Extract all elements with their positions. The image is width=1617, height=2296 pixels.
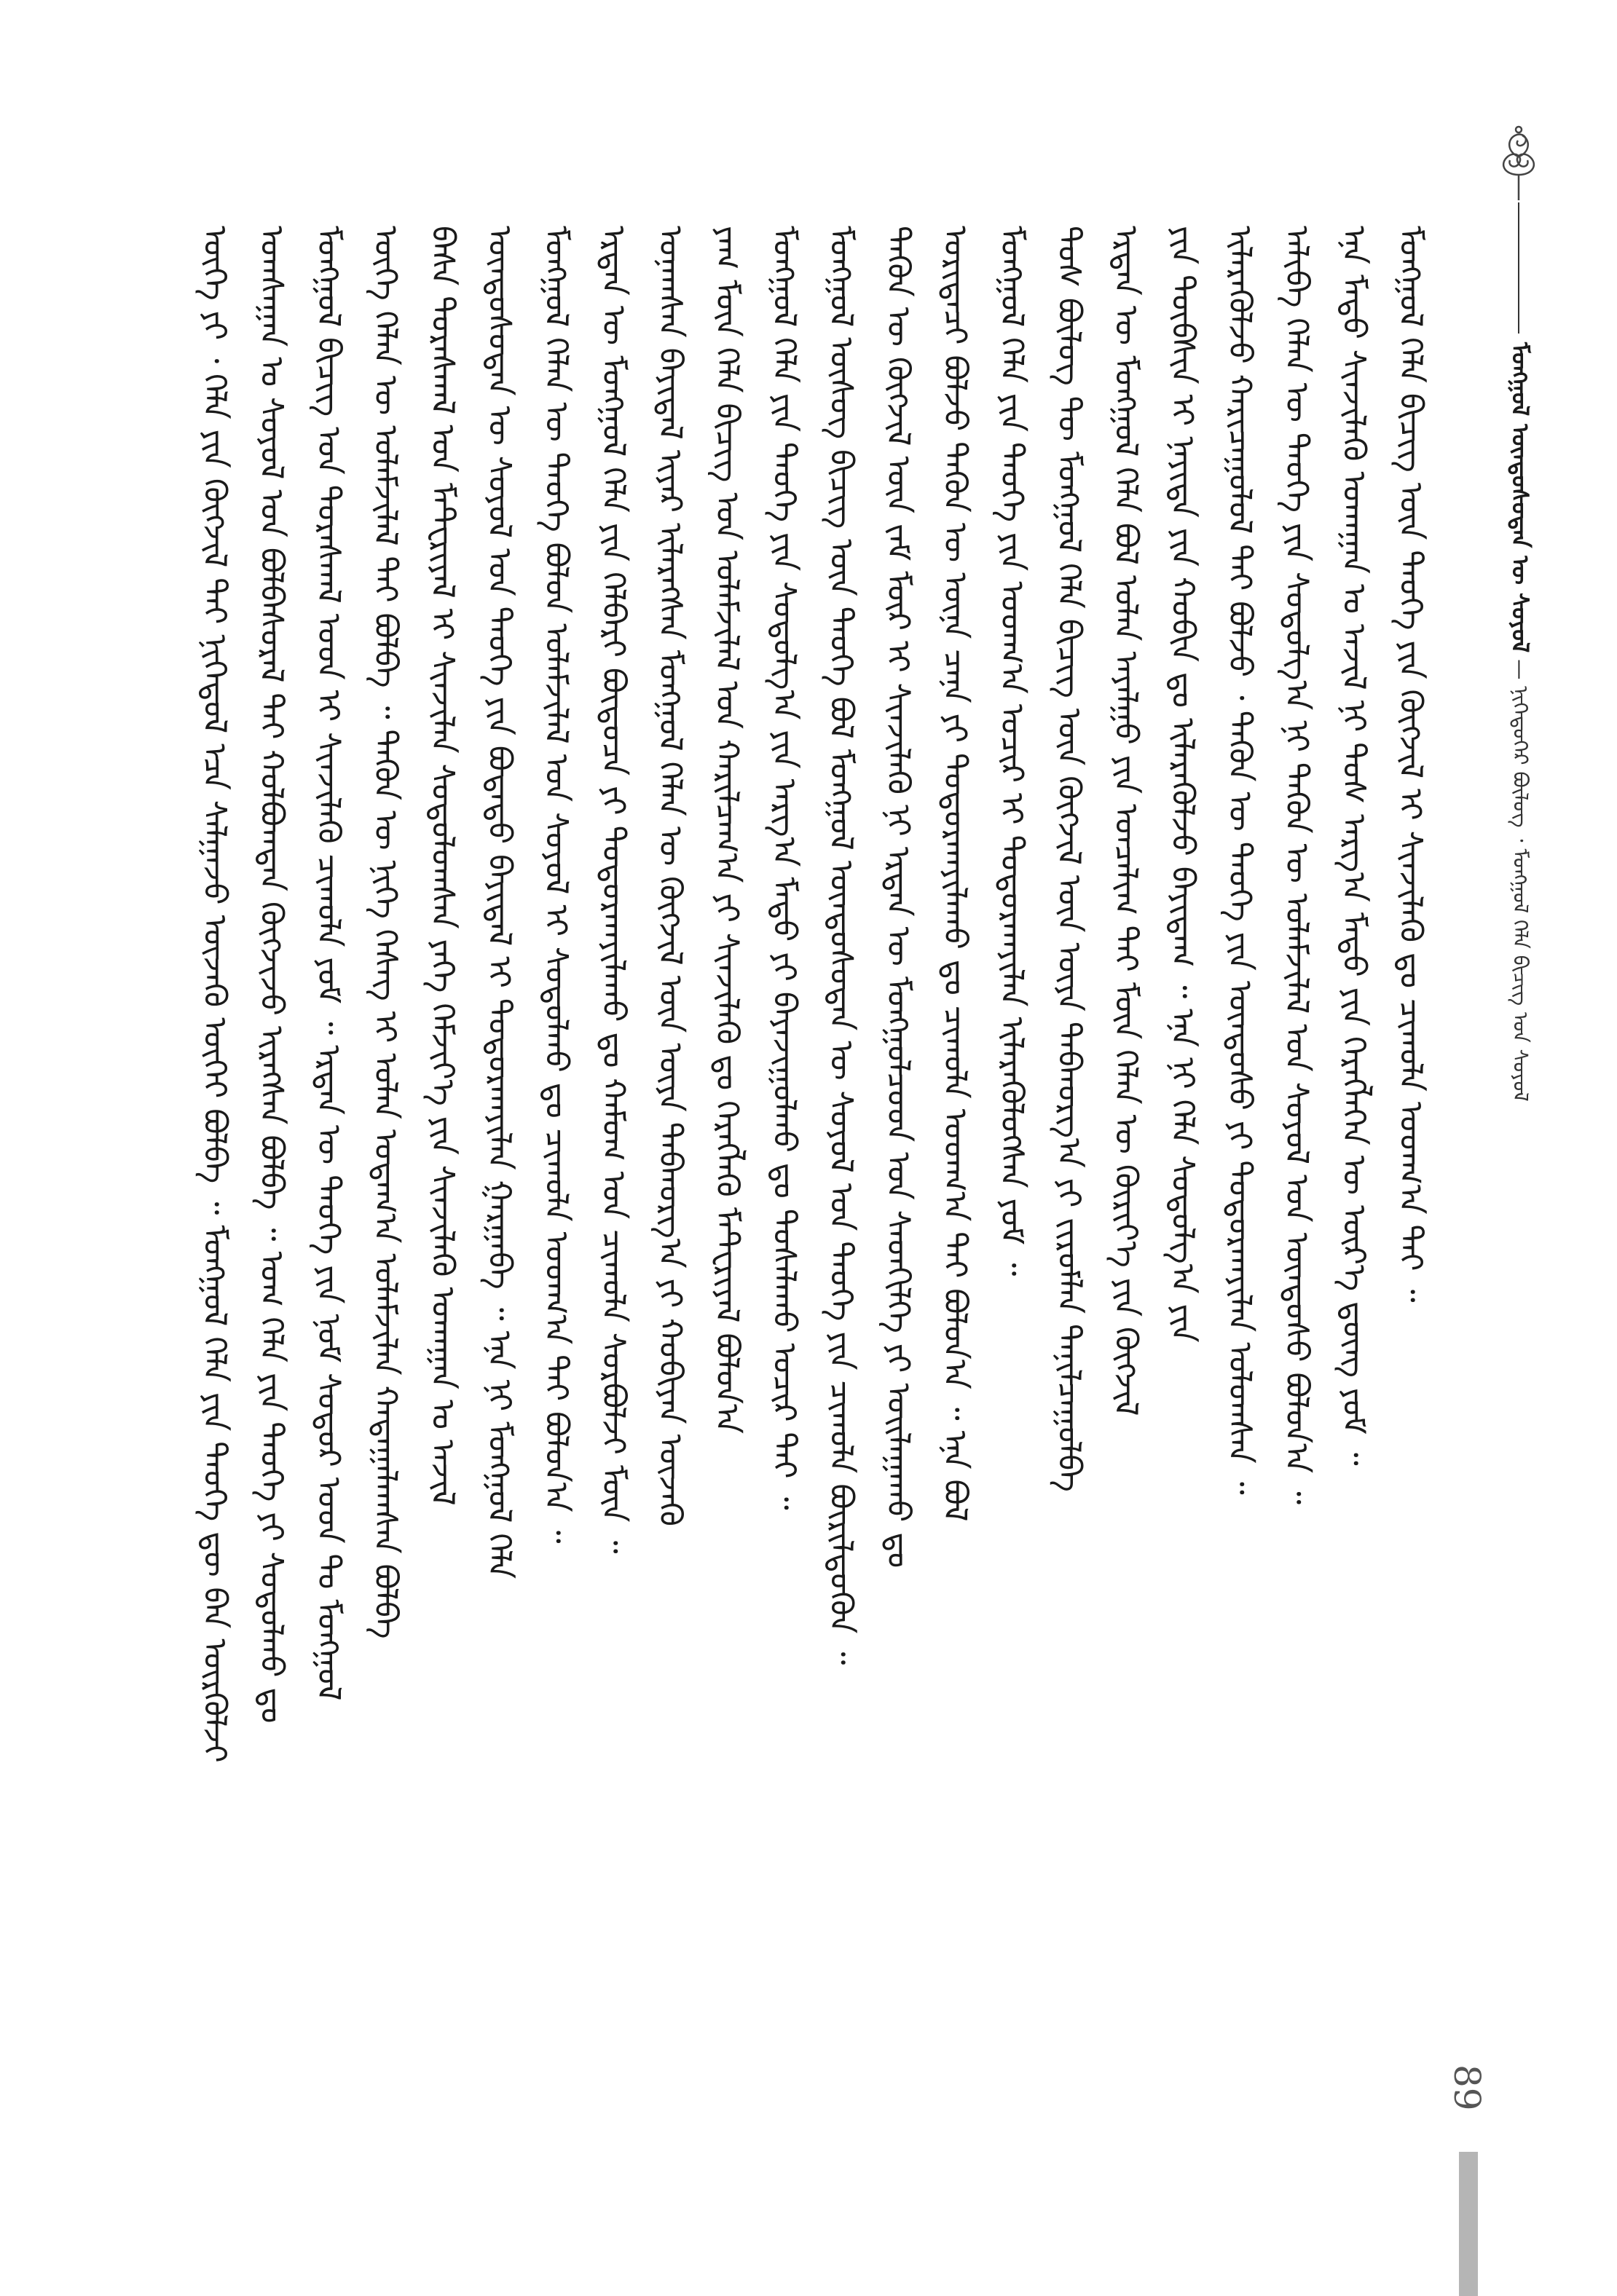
text-column: ᠮᠣᠩᠭᠣᠯ ᠪᠢᠴᠢᠭ ᠤᠨ ᠳᠤᠷᠠᠰᠬᠠᠯ ᠤᠳ ᠢ ᠰᠢᠨᠵᠢᠯᠡᠬᠦ ᠴᠢᠬᠤᠯᠠ ᠶᠤᠮ ᠃ ᠡᠷᠲᠡᠨ ᠦ ᠲᠡᠦᠬᠡ ᠶᠢᠨ ᠨᠣᠮ ᠰᠤᠳᠤᠷ ᠤᠳ ᠲᠤ ᠮᠣᠩᠭᠣᠯ: [310, 226, 347, 1701]
scroll-ornament-icon: [1486, 124, 1551, 204]
text-column: ᠡᠨᠡ ᠮᠡᠲᠦ ᠰᠢᠨᠵᠢᠯᠡᠬᠦ ᠤᠬᠠᠭᠠᠨ ᠤ ᠠᠵᠢᠯ ᠨᠢ ᠲᠤᠰ ᠠᠷᠭ᠎ᠠ ᠮᠡᠲᠦ ᠶᠢᠨ ᠬᠡᠷᠡᠭᠯᠡᠭᠡᠨ ᠦ ᠦᠷ᠎ᠡ ᠳ᠋ᠦᠩ ᠶᠤᠮ ᠃: [1334, 226, 1372, 1466]
text-column: ᠤᠨᠠᠭᠰᠠᠨ ᠪᠠᠶᠢᠳᠠᠯ ᠢᠶᠠᠷ ᠢᠯᠡᠷᠡᠭᠰᠡᠨ ᠮᠣᠩᠭᠣᠯ ᠬᠡᠯᠡᠨ ᠦ ᠬᠥᠭᠵᠢᠯ ᠦᠨ ᠦᠶᠡ ᠳᠠᠪᠬᠤᠷᠭ᠎ᠠ ᠶᠢ ᠬᠤᠪᠢᠶᠠᠨ ᠦᠵᠡᠬᠦ: [651, 226, 689, 1527]
running-header: [1486, 124, 1551, 1102]
text-column: ᠦᠭᠡ ᠶᠢ ᠂ ᠬᠡᠯᠡ ᠶᠢᠨ ᠬᠥᠭᠵᠢᠯ ᠲᠡᠢ ᠨᠢᠭᠡᠳᠦᠯ ᠡᠴᠡ ᠰᠠᠯᠭᠠᠵᠤ ᠦᠵᠡᠬᠦ ᠦᠭᠡᠢ ᠪᠣᠯᠪᠠ ᠃ ᠮᠣᠩᠭᠣᠯ ᠬᠡᠯᠡ ᠶᠢᠨ ᠲᠡᠦᠬᠡ ᠳᠦ ᠪᠡᠨ ᠦᠷᠭᠦᠯᠵᠢ: [196, 226, 233, 1763]
page-number: 89: [1446, 2064, 1488, 2111]
text-column: ᠤᠭᠰᠠᠭᠠᠨ ᠤ ᠰᠣᠶᠣᠯ ᠤᠨ ᠪᠣᠯᠪᠠᠰᠤᠷᠠᠯ ᠲᠠᠢ ᠬᠣᠯᠪᠣᠭᠳᠠᠨ ᠬᠥᠭᠵᠢᠵᠦ ᠢᠷᠡᠭᠰᠡᠨ ᠪᠣᠯᠪᠠ ᠃ ᠤᠭ ᠬᠡᠯᠡ ᠶᠢᠨ ᠲᠡᠦᠬᠡ ᠶᠢ ᠰᠤᠳᠤᠯᠬᠤ ᠳᠤ: [253, 226, 291, 1724]
header-rule: [1518, 202, 1519, 334]
chapter-title: ᠨᠢᠭᠡᠳᠦᠭᠡᠷ ᠪᠦᠯᠦᠭ ᠂ ᠮᠣᠩᠭᠣᠯ ᠬᠡᠯᠡ ᠪᠢᠴᠢᠭ ᠤᠨ ᠰᠣᠶᠣᠯ: [1508, 686, 1533, 1102]
text-column: ᠮᠣᠩᠭᠣᠯ ᠬᠡᠯᠡ ᠶᠢᠨ ᠲᠡᠦᠬᠡ ᠶᠢᠨ ᠤᠳᠬ᠎ᠠ ᠤᠴᠢᠷ ᠢ ᠲᠣᠳᠣᠷᠬᠠᠶᠢᠯᠠᠨ ᠢᠯᠡᠷᠡᠭᠦᠯᠦᠭᠰᠡᠨ ᠶᠤᠮ ᠃: [993, 226, 1031, 1277]
header-text: [1508, 342, 1533, 1102]
text-column: ᠲᠡᠭᠦᠨ ᠦ ᠬᠥᠭᠵᠢᠯ ᠦᠨ ᠵᠠᠮ ᠮᠥᠷ ᠢ ᠰᠢᠨᠵᠢᠯᠡᠬᠦ ᠨᠢ ᠡᠷᠲᠡᠨ ᠦ ᠮᠣᠩᠭᠣᠯᠴᠤᠳ ᠤᠨ ᠰᠡᠳᠬᠢᠯᠭᠡ ᠶᠢ ᠣᠢᠯᠠᠭᠠᠬᠤ ᠳᠤ: [879, 226, 917, 1569]
text-column: ᠲᠤᠰ ᠪᠦᠯᠦᠭ ᠲᠦ ᠮᠣᠩᠭᠣᠯ ᠬᠡᠯᠡ ᠪᠢᠴᠢᠭ ᠦᠨ ᠬᠥᠭᠵᠢᠯ ᠦᠨ ᠦᠶᠡ ᠳᠠᠪᠬᠤᠷᠭ᠎ᠠ ᠶᠢ ᠵᠢᠷᠤᠮᠯᠠᠨ ᠲᠠᠨᠢᠯᠴᠠᠭᠤᠯᠪᠠ: [1050, 226, 1087, 1492]
text-column: ᠠᠯᠢᠪᠠ ᠬᠡᠯᠡᠨ ᠦ ᠲᠡᠦᠬᠡ ᠶᠢᠨ ᠰᠤᠳᠤᠯᠭ᠎ᠠ ᠨᠢ ᠲᠡᠭᠦᠨ ᠦ ᠤᠯᠠᠮᠵᠢᠯᠠᠯ ᠤᠨ ᠰᠣᠶᠣᠯ ᠤᠨ ᠦᠨᠳᠦᠰᠦ ᠪᠣᠯᠤᠨ᠎ᠠ ᠃: [1278, 226, 1315, 1504]
header-separator: —: [1508, 659, 1533, 687]
text-column: ᠮᠣᠩᠭᠣᠯ ᠦᠰᠦᠭ ᠪᠢᠴᠢᠭ ᠦᠨ ᠲᠡᠦᠬᠡ ᠪᠣᠯ ᠮᠣᠩᠭᠣᠯ ᠦᠨᠳᠦᠰᠦᠲᠡᠨ ᠦ ᠰᠣᠶᠣᠯ ᠤᠨ ᠲᠡᠦᠬᠡ ᠶᠢᠨ ᠴᠢᠬᠤᠯᠠ ᠪᠦᠷᠢᠯᠳᠦᠬᠦᠨ ᠃: [822, 226, 860, 1665]
text-column: ᠮᠣᠩᠭᠣᠯ ᠬᠡᠯᠡᠨ ᠦ ᠲᠡᠦᠬᠡ ᠪᠣᠯᠣᠨ ᠤᠯᠠᠮᠵᠢᠯᠠᠯ ᠤᠨ ᠰᠣᠶᠣᠯ ᠢ ᠰᠤᠳᠤᠯᠬᠤ ᠳᠤ ᠴᠢᠬᠤᠯᠠ ᠤᠳᠬ᠎ᠠ ᠲᠠᠢ ᠪᠣᠯᠤᠨ᠎ᠠ ᠃: [538, 226, 575, 1544]
text-column: ᠮᠣᠩᠭᠣᠯ ᠬᠡᠯᠡ ᠪᠢᠴᠢᠭ ᠦᠨ ᠲᠡᠦᠬᠡ ᠶᠢᠨ ᠬᠥᠭᠵᠢᠯ ᠢ ᠰᠢᠨᠵᠢᠯᠡᠬᠦ ᠳᠤ ᠴᠢᠬᠤᠯᠠ ᠤᠳᠬ᠎ᠠ ᠲᠠᠢ ᠃: [1391, 226, 1429, 1303]
text-column: ᠶᠢᠨ ᠲᠦᠪᠰᠢᠨ ᠢ ᠨᠡᠶᠢᠲᠡ ᠶᠢᠨ ᠬᠤᠪᠢᠨ ᠳᠤ ᠢᠯᠡᠷᠡᠭᠦᠯᠵᠦ ᠪᠠᠶᠢᠳᠠᠭ ᠃ ᠡᠨᠡ ᠨᠢ ᠬᠡᠯᠡ ᠰᠤᠳᠤᠯᠭ᠎ᠠ ᠶᠢᠨ: [1164, 226, 1202, 1343]
text-column: ᠪᠠᠰᠠ ᠳᠤᠷᠠᠰᠬᠠᠯ ᠤᠨ ᠮᠠᠲ᠋ᠸᠷᠢᠶᠠᠯ ᠢ ᠰᠢᠨᠵᠢᠯᠡᠨ ᠰᠤᠳᠤᠯᠤᠭᠰᠠᠨ ᠶᠡᠬᠡ ᠬᠡᠮᠵᠢᠶ᠎ᠡ ᠶᠢᠨ ᠰᠢᠨᠵᠢᠯᠡᠬᠦ ᠤᠬᠠᠭᠠᠨ ᠤ ᠠᠵᠢᠯ: [423, 226, 461, 1506]
page-edge-tab: [1459, 2152, 1478, 2296]
text-column: ᠢᠯᠡᠷᠡᠭᠦᠯᠵᠦ ᠬᠠᠷᠢᠴᠠᠭᠤᠯᠤᠯ ᠲᠠᠢ ᠪᠣᠯᠵᠤ ᠂ ᠲᠡᠭᠦᠨ ᠦ ᠲᠡᠦᠬᠡ ᠶᠢᠨ ᠦᠨᠳᠦᠰᠦ ᠶᠢ ᠲᠣᠳᠣᠷᠬᠠᠶᠢᠯᠠᠨ ᠣᠯᠤᠭᠰᠠᠨ ᠃: [1221, 226, 1259, 1495]
body-text: [186, 226, 1439, 2032]
text-column: ᠦᠭᠡ ᠬᠡᠯᠡᠨ ᠦ ᠤᠯᠠᠮᠵᠢᠯᠠᠯ ᠲᠠᠢ ᠪᠣᠯᠪᠠ ᠃ ᠲᠡᠭᠦᠨ ᠦ ᠨᠢᠭᠡ ᠬᠡᠰᠡᠭ ᠢ ᠣᠯᠠᠨ ᠤᠳᠠᠭ᠎ᠠ ᠤᠯᠠᠮᠵᠢᠯᠠᠨ ᠬᠠᠳᠠᠭᠠᠯᠠᠭᠰᠠᠨ ᠪᠣᠯᠪᠠ: [366, 226, 404, 1639]
text-column: ᠡᠷᠲᠡᠨ ᠦ ᠮᠣᠩᠭᠣᠯ ᠬᠡᠯᠡ ᠶᠢᠨ ᠬᠡᠯᠪᠡᠷᠢ ᠪᠦᠲᠦᠴᠡ ᠶᠢ ᠲᠣᠳᠣᠷᠬᠠᠶᠢᠯᠠᠬᠤ ᠳᠤ ᠬᠠᠮᠤᠭ ᠤᠨ ᠴᠢᠬᠤᠯᠠ ᠰᠤᠷᠪᠤᠯᠵᠢ ᠮᠥᠨ ᠃: [594, 226, 632, 1554]
text-column: ᠶᠠᠭ ᠮᠥᠨ ᠬᠡᠯᠡ ᠪᠢᠴᠢᠭ ᠤᠨ ᠤᠯᠠᠮᠵᠢᠯᠠᠯ ᠤᠨ ᠬᠠᠷᠢᠯᠴᠠᠭ᠎ᠠ ᠶᠢ ᠰᠢᠨᠵᠢᠯᠡᠬᠦ ᠳᠤ ᠬᠡᠷᠡᠭᠯᠡᠬᠦ ᠮᠠᠲ᠋ᠸᠷᠢᠶᠠᠯ ᠪᠣᠯᠤᠨ᠎ᠠ: [708, 226, 746, 1434]
text-column: ᠦᠨᠳᠦᠰᠦᠲᠡᠨ ᠦ ᠰᠣᠶᠣᠯ ᠤᠨ ᠲᠡᠦᠬᠡ ᠶᠢᠨ ᠪᠣᠳᠠᠳᠤ ᠪᠠᠶᠢᠳᠠᠯ ᠢ ᠲᠣᠳᠣᠷᠬᠠᠶᠢᠯᠠᠨ ᠭᠠᠷᠭᠠᠪᠠ ᠃ ᠡᠨᠡ ᠨᠢ ᠮᠣᠩᠭᠣᠯ ᠬᠡᠯᠡ: [480, 226, 518, 1579]
book-title: ᠮᠣᠩᠭᠣᠯ ᠦᠨᠳᠦᠰᠦᠲᠡᠨ ᠦ ᠰᠣᠶᠣᠯ: [1506, 342, 1534, 653]
text-column: ᠤᠷᠢᠳᠠᠴᠢ ᠪᠣᠯᠵᠤ ᠲᠡᠭᠦᠨ ᠦ ᠦᠨᠡ ᠴᠡᠨᠡ ᠶᠢ ᠲᠣᠳᠣᠷᠬᠠᠶᠢᠯᠠᠬᠤ ᠳᠤ ᠴᠢᠬᠤᠯᠠ ᠤᠳᠬ᠎ᠠ ᠲᠠᠢ ᠪᠣᠯᠤᠨ᠎ᠠ ᠃ ᠡᠨᠡ ᠪᠣᠯ: [936, 226, 974, 1522]
text-column: ᠡᠷᠲᠡᠨ ᠦ ᠮᠣᠩᠭᠣᠯ ᠬᠡᠯᠡ ᠪᠣᠯ ᠣᠯᠠᠨ ᠠᠶᠠᠯᠭᠤ ᠶᠢᠨ ᠣᠨᠴᠠᠯᠢᠭ ᠲᠠᠢ ᠮᠥᠨ ᠬᠡᠯᠡᠨ ᠦ ᠬᠦᠷᠢᠶ᠎ᠡ ᠶᠢᠨ ᠬᠥᠭᠵᠢᠯ: [1107, 226, 1144, 1416]
text-column: ᠮᠣᠩᠭᠣᠯ ᠬᠡᠯᠡ ᠶᠢᠨ ᠲᠡᠦᠬᠡ ᠶᠢᠨ ᠰᠤᠳᠤᠯᠭ᠎ᠠ ᠶᠢᠨ ᠠᠷᠭ᠎ᠠ ᠮᠡᠲᠦ ᠶᠢ ᠪᠠᠶᠠᠵᠢᠭᠤᠯᠬᠤ ᠳᠤ ᠲᠤᠰᠠᠯᠠᠬᠤ ᠤᠴᠢᠷ ᠲᠠᠢ ᠃: [765, 226, 803, 1510]
